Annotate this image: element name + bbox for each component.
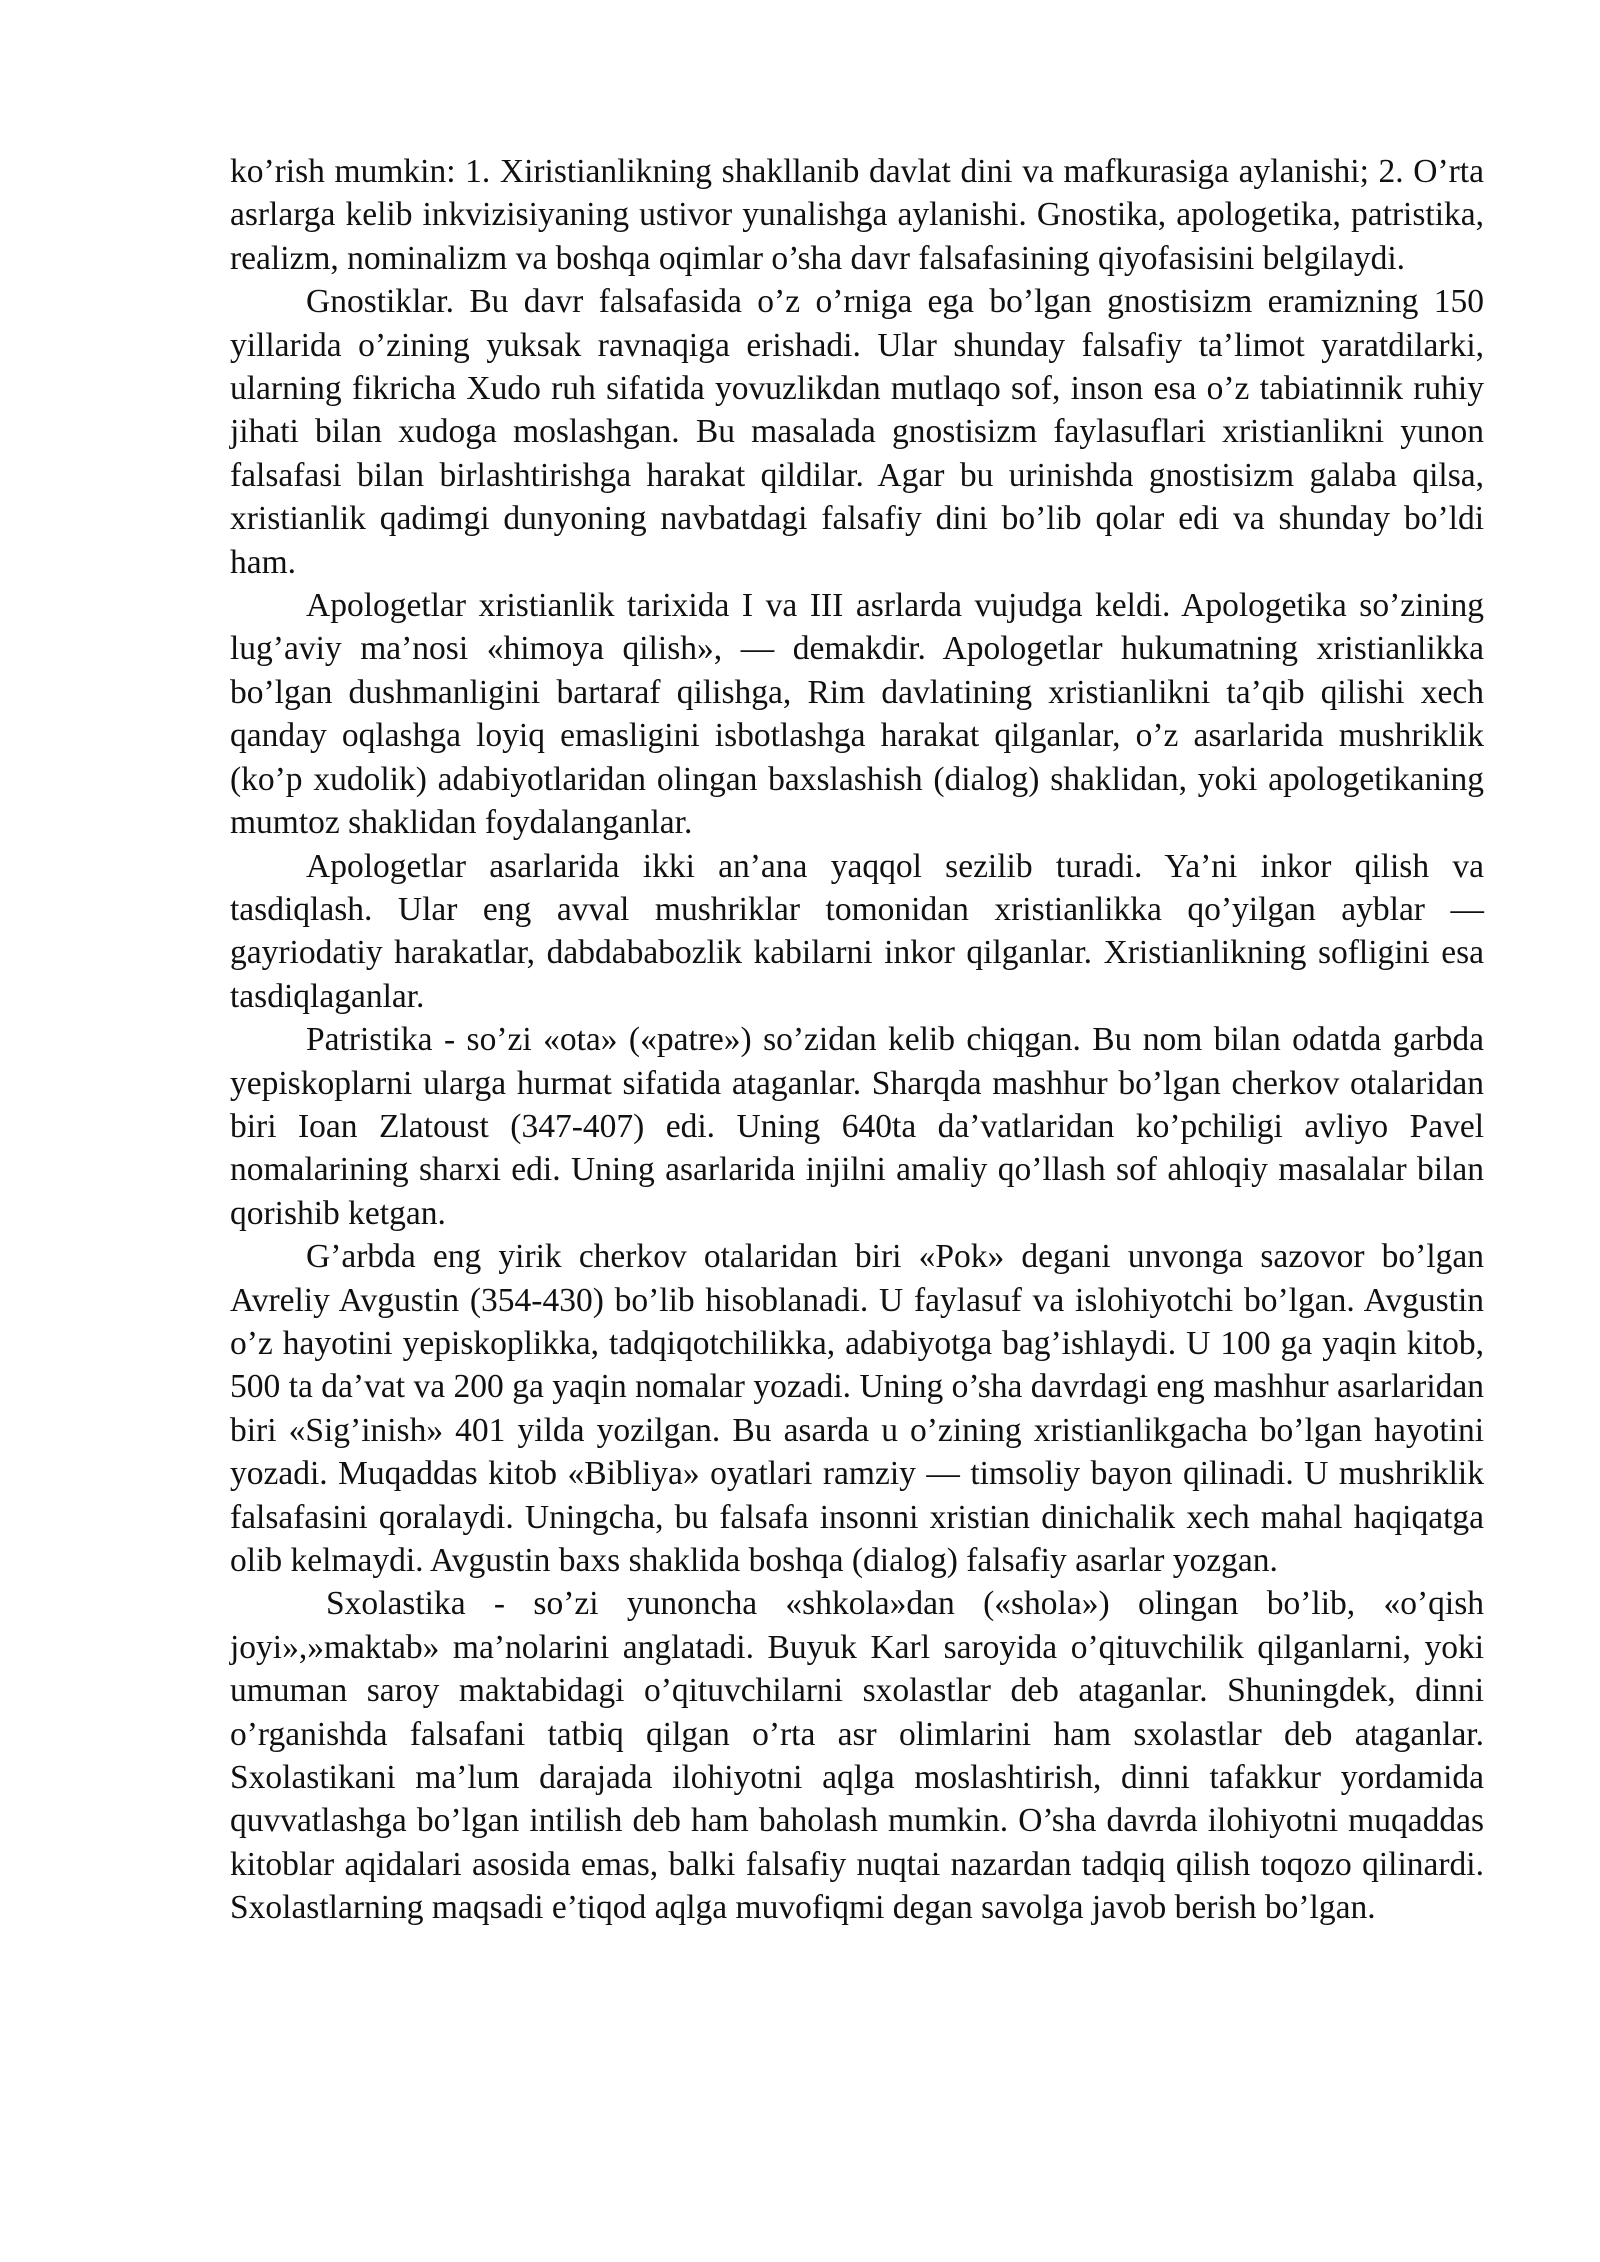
- document-page: [230, 150, 1484, 1930]
- paragraph-patristika: Patristika - so’zi «ota» («patre») so’zidan kelib chiqgan. Bu nom bilan odatda garbda yepiskoplarni ularga hurmat sifatida ataganlar. Sharqda mashhur bo’lgan cherkov otalaridan biri Ioan Zlatoust (347-407) edi. Uning 640ta da’vatlaridan ko’pchiligi avliyo Pavel nomalarining sharxi edi. Uning asarlarida injilni amaliy qo’llash sof ahloqiy masalalar bilan qorishib ketgan.: [230, 1021, 1484, 1232]
- paragraph-sxolastika: Sxolastika - so’zi yunoncha «shkola»dan («shola») olingan bo’lib, «o’qish joyi»,»maktab» ma’nolarini anglatadi. Buyuk Karl saroyida o’qituvchilik qilganlarni, yoki umuman saroy maktabidagi o’qituvchilarni sxolastlar deb ataganlar. Shuningdek, dinni o’rganishda falsafani tatbiq qilgan o’rta asr olimlarini ham sxolastlar deb ataganlar. Sxolastikani ma’lum darajada ilohiyotni aqlga moslashtirish, dinni tafakkur yordamida quvvatlashga bo’lgan intilish deb ham baholash mumkin. O’sha davrda ilohiyotni muqaddas kitoblar aqidalari asosida emas, balki falsafiy nuqtai nazardan tadqiq qilish toqozo qilinardi. Sxolastlarning maqsadi e’tiqod aqlga muvofiqmi degan savolga javob berish bo’lgan.: [230, 1585, 1484, 1927]
- paragraph-gnostiklar: Gnostiklar. Bu davr falsafasida o’z o’rniga ega bo’lgan gnostisizm eramizning 150 yillarida o’zining yuksak ravnaqiga erishadi. Ular shunday falsafiy ta’limot yaratdilarki, ularning fikricha Xudo ruh sifatida yovuzlikdan mutlaqo sof, inson esa o’z tabiatinnik ruhiy jihati bilan xudoga moslashgan. Bu masalada gnostisizm faylasuflari xristianlikni yunon falsafasi bilan birlashtirishga harakat qildilar. Agar bu urinishda gnostisizm galaba qilsa, xristianlik qadimgi dunyoning navbatdagi falsafiy dini bo’lib qolar edi va shunday bo’ldi ham.: [230, 283, 1484, 581]
- paragraph-avgustin: G’arbda eng yirik cherkov otalaridan biri «Pok» degani unvonga sazovor bo’lgan Avreliy Avgustin (354-430) bo’lib hisoblanadi. U faylasuf va islohiyotchi bo’lgan. Avgustin o’z hayotini yepiskoplikka, tadqiqotchilikka, adabiyotga bag’ishlaydi. U 100 ga yaqin kitob, 500 ta da’vat va 200 ga yaqin nomalar yozadi. Uning o’sha davrdagi eng mashhur asarlaridan biri «Sig’inish» 401 yilda yozilgan. Bu asarda u o’zining xristianlikgacha bo’lgan hayotini yozadi. Muqaddas kitob «Bibliya» oyatlari ramziy — timsoliy bayon qilinadi. U mushriklik falsafasini qoralaydi. Uningcha, bu falsafa insonni xristian dinichalik xech mahal haqiqatga olib kelmaydi. Avgustin baxs shaklida boshqa (dialog) falsafiy asarlar yozgan.: [230, 1238, 1484, 1579]
- paragraph-apologetlar-history: Apologetlar xristianlik tarixida I va III asrlarda vujudga keldi. Apologetika so’zining lug’aviy ma’nosi «himoya qilish», — demakdir. Apologetlar hukumatning xristianlikka bo’lgan dushmanligini bartaraf qilishga, Rim davlatining xristianlikni ta’qib qilishi xech qanday oqlashga loyiq emasligini isbotlashga harakat qilganlar, o’z asarlarida mushriklik (ko’p xudolik) adabiyotlaridan olingan baxslashish (dialog) shaklidan, yoki apologetikaning mumtoz shaklidan foydalanganlar.: [230, 587, 1484, 842]
- paragraph-continuation: ko’rish mumkin: 1. Xiristianlikning shakllanib davlat dini va mafkurasiga aylanishi; 2. O’rta asrlarga kelib inkvizisiyaning ustivor yunalishga aylanishi. Gnostika, apologetika, patristika, realizm, nominalizm va boshqa oqimlar o’sha davr falsafasining qiyofasisini belgilaydi.: [230, 153, 1484, 277]
- paragraph-apologetlar-traditions: Apologetlar asarlarida ikki an’ana yaqqol sezilib turadi. Ya’ni inkor qilish va tasdiqlash. Ular eng avval mushriklar tomonidan xristianlikka qo’yilgan ayblar — gayriodatiy harakatlar, dabdababozlik kabilarni inkor qilganlar. Xristianlikning sofligini esa tasdiqlaganlar.: [230, 847, 1484, 1015]
